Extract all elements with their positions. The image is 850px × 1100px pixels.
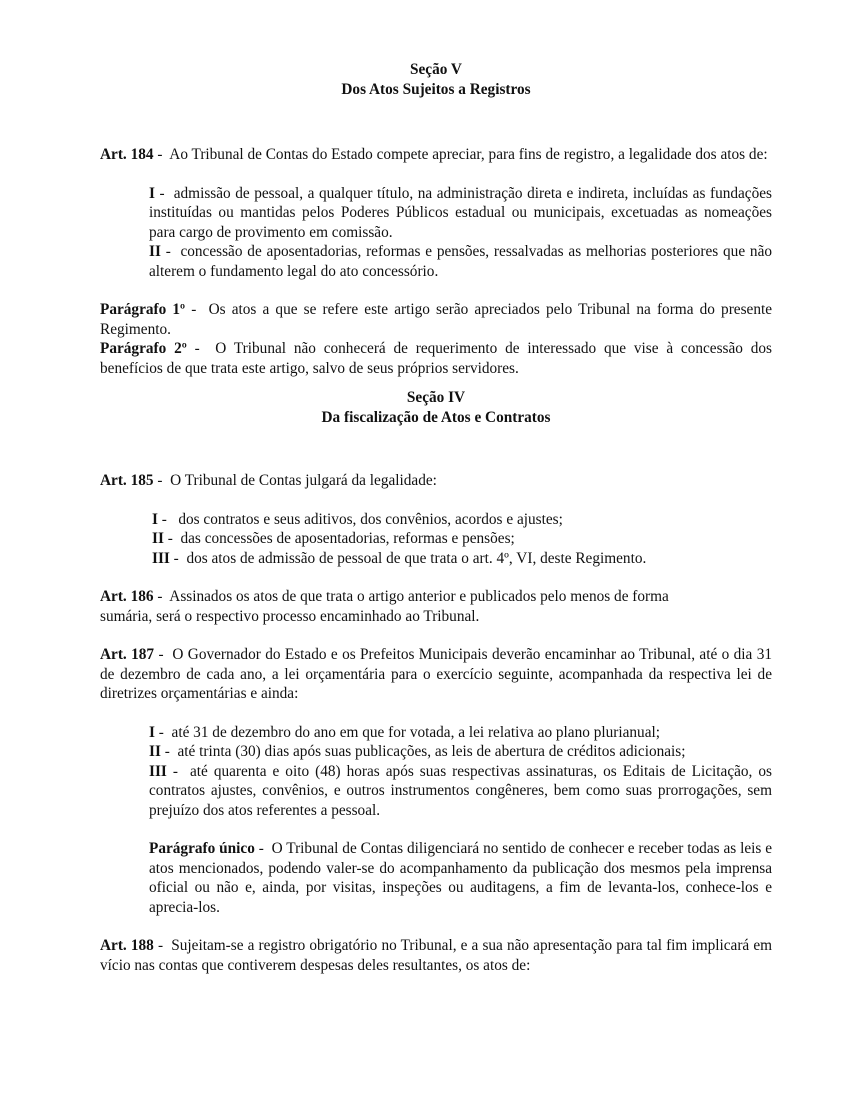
article-184-paragraph-1: Parágrafo 1º - Os atos a que se refere este artigo serão apreciados pelo Tribunal na forma do presente Regimento.: [100, 301, 773, 338]
section-iv-heading: [100, 388, 772, 428]
article-185: Art. 185 - O Tribunal de Contas julgará da legalidade:: [100, 472, 437, 489]
article-184-text: Ao Tribunal de Contas do Estado compete apreciar, para fins de registro, a legalidade dos atos de:: [169, 146, 768, 163]
article-185-item-i: I - dos contratos e seus aditivos, dos convênios, acordos e ajustes;: [152, 510, 563, 528]
document-page: [100, 60, 772, 975]
section-iv-subtitle: Da fiscalização de Atos e Contratos: [321, 409, 551, 426]
section-v-heading: [100, 60, 772, 100]
section-iv-title: Seção IV: [406, 389, 466, 406]
article-184: Art. 184 - Ao Tribunal de Contas do Estado compete apreciar, para fins de registro, a legalidade dos atos de:: [100, 146, 768, 163]
article-185-item-iii: III - dos atos de admissão de pessoal de que trata o art. 4º, VI, deste Regimento.: [152, 549, 647, 567]
article-184-paragraph-2: Parágrafo 2º - O Tribunal não conhecerá de requerimento de interessado que vise à concessão dos benefícios de que trata este artigo, salvo de seus próprios servidores.: [100, 340, 772, 377]
article-184-item-ii: II - concessão de aposentadorias, reformas e pensões, ressalvadas as melhorias posteriores que não alterem o fundamento legal do ato concessório.: [149, 243, 773, 280]
article-184-item-i: I - admissão de pessoal, a qualquer título, na administração direta e indireta, incluídas as fundações instituídas ou mantidas pelos Poderes Públicos estadual ou municipais, excetuadas as nomeações para cargo de provimento em comissão.: [149, 184, 772, 241]
article-185-item-ii: II - das concessões de aposentadorias, reformas e pensões;: [152, 530, 515, 547]
article-184-label: Art. 184: [100, 146, 154, 163]
article-186: Art. 186 - Assinados os atos de que trata o artigo anterior e publicados pelo menos de forma sumária, será o respectivo processo encaminhado ao Tribunal.: [100, 588, 669, 625]
section-v-title: Seção V: [410, 61, 462, 78]
article-187: Art. 187 - O Governador do Estado e os Prefeitos Municipais deverão encaminhar ao Tribunal, até o dia 31 de dezembro de cada ano, a lei orçamentária para o exercício seguinte, acompanhada da respectiva lei de diretrizes orçamentárias e ainda:: [100, 646, 773, 702]
article-187-paragraph-unico: Parágrafo único - O Tribunal de Contas diligenciará no sentido de conhecer e receber todas as leis e atos mencionados, podendo valer-se do acompanhamento da publicação dos mesmos pela imprensa oficial ou não e, ainda, por visitas, inspeções ou auditagens, a fim de levanta-los, conhece-los e aprecia-los.: [149, 840, 773, 916]
article-188: Art. 188 - Sujeitam-se a registro obrigatório no Tribunal, e a sua não apresentação para tal fim implicará em vício nas contas que contiverem despesas deles resultantes, os atos de:: [100, 937, 773, 974]
article-187-item-iii: III - até quarenta e oito (48) horas após suas respectivas assinaturas, os Editais de Licitação, os contratos ajustes, convênios, e outros instrumentos congêneres, bem como suas prorrogações, sem prejuízo dos atos referentes a pessoal.: [149, 762, 772, 819]
article-187-item-i: I - até 31 de dezembro do ano em que for votada, a lei relativa ao plano plurianual;: [149, 723, 660, 741]
article-187-item-ii: II - até trinta (30) dias após suas publicações, as leis de abertura de créditos adicionais;: [149, 743, 686, 760]
section-v-subtitle: Dos Atos Sujeitos a Registros: [341, 81, 531, 98]
